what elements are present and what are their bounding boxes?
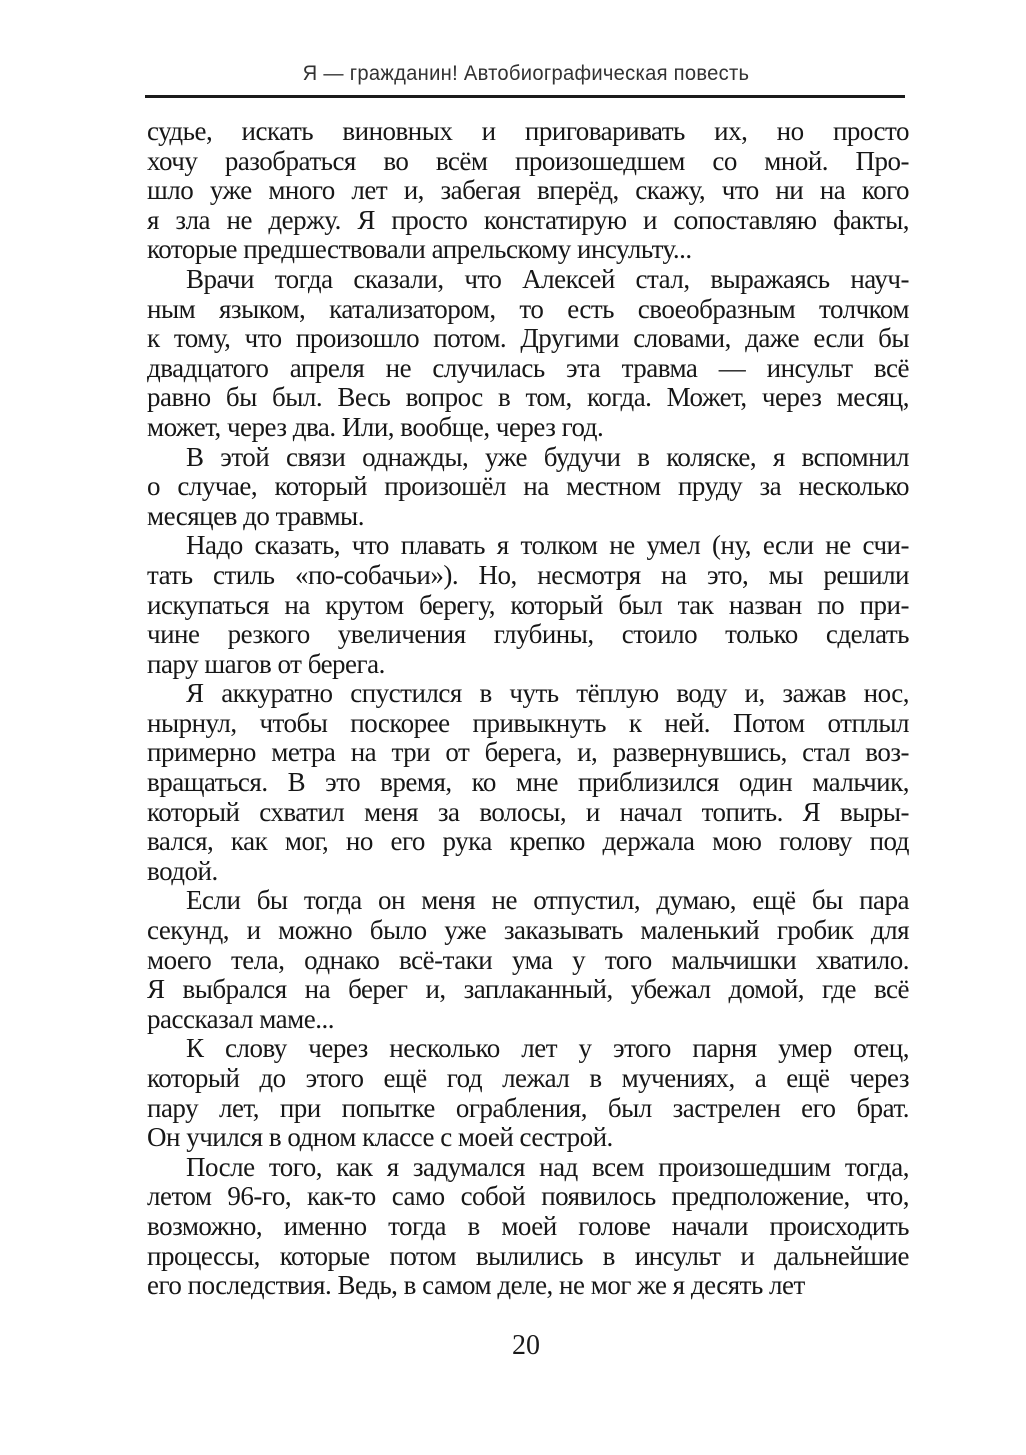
text-line: его последствия. Ведь, в самом деле, не мог же я десять лет	[147, 1270, 805, 1301]
text-line: месяцев до травмы.	[147, 500, 364, 531]
text-line: двадцатого апреля не случилась эта травма — инсульт всё	[147, 352, 909, 383]
body-text-block	[147, 117, 909, 1301]
text-line: шло уже много лет и, забегая вперёд, скажу, что ни на кого	[147, 175, 909, 206]
text-line: может, через два. Или, вообще, через год.	[147, 411, 604, 442]
text-line: Если бы тогда он меня не отпустил, думаю, ещё бы пара	[186, 885, 909, 916]
text-line: примерно метра на три от берега, и, развернувшись, стал воз-	[147, 737, 909, 768]
text-line: пару лет, при попытке ограбления, был застрелен его брат.	[147, 1092, 909, 1123]
text-line: чине резкого увеличения глубины, стоило только сделать	[147, 619, 909, 650]
text-line: Я выбрался на берег и, заплаканный, убежал домой, где всё	[147, 974, 909, 1005]
text-line: После того, как я задумался над всем произошедшим тогда,	[186, 1151, 909, 1182]
text-line: тать стиль «по-собачьи»). Но, несмотря на это, мы решили	[147, 559, 909, 590]
text-line: к тому, что произошло потом. Другими словами, даже если бы	[147, 323, 909, 354]
text-line: о случае, который произошёл на местном пруду за несколько	[147, 471, 909, 502]
text-line: рассказал маме...	[147, 1003, 334, 1034]
text-line: моего тела, однако всё-таки ума у того мальчишки хватило.	[147, 944, 909, 975]
text-line: которые предшествовали апрельскому инсульту...	[147, 234, 692, 265]
text-line: который до этого ещё год лежал в мучениях, а ещё через	[147, 1063, 909, 1093]
text-line: хочу разобраться во всём произошедшем со мной. Про-	[147, 145, 909, 176]
text-line: нырнул, чтобы поскорее привыкнуть к ней. Потом отплыл	[147, 707, 909, 738]
text-line: я зла не держу. Я просто констатирую и сопоставляю факты,	[147, 204, 909, 235]
text-line: К слову через несколько лет у этого парня умер отец,	[186, 1033, 909, 1064]
text-line: В этой связи однажды, уже будучи в коляске, я вспомнил	[186, 441, 909, 472]
text-line: вался, как мог, но его рука крепко держала мою голову под	[147, 826, 909, 857]
text-line: процессы, которые потом вылились в инсульт и дальнейшие	[147, 1240, 909, 1271]
text-line: Врачи тогда сказали, что Алексей стал, выражаясь науч-	[186, 263, 909, 294]
text-line: пару шагов от берега.	[147, 648, 385, 679]
text-line: вращаться. В это время, ко мне приблизился один мальчик,	[147, 767, 909, 798]
text-line: Он учился в одном классе с моей сестрой.	[147, 1122, 613, 1153]
text-line: летом 96-го, как-то само собой появилось предположение, что,	[147, 1181, 909, 1212]
text-line: возможно, именно тогда в моей голове начали происходить	[147, 1210, 909, 1241]
page-number: 20	[512, 1330, 540, 1361]
text-line: секунд, и можно было уже заказывать маленький гробик для	[147, 915, 909, 946]
text-line: судье, искать виновных и приговаривать их, но просто	[147, 116, 909, 146]
text-line: Я аккуратно спустился в чуть тёплую воду и, зажав нос,	[186, 678, 909, 709]
text-line: равно бы был. Весь вопрос в том, когда. Может, через месяц,	[147, 382, 909, 413]
text-line: Надо сказать, что плавать я толком не умел (ну, если не счи-	[186, 530, 909, 561]
running-header: Я — гражданин! Автобиографическая повесть	[302, 62, 750, 85]
text-line: искупаться на крутом берегу, который был так назван по при-	[147, 589, 909, 620]
text-line: водой.	[147, 855, 218, 886]
text-line: который схватил меня за волосы, и начал топить. Я выры-	[147, 796, 909, 827]
header-rule	[145, 95, 905, 98]
text-line: ным языком, катализатором, то есть своеобразным толчком	[147, 293, 909, 324]
